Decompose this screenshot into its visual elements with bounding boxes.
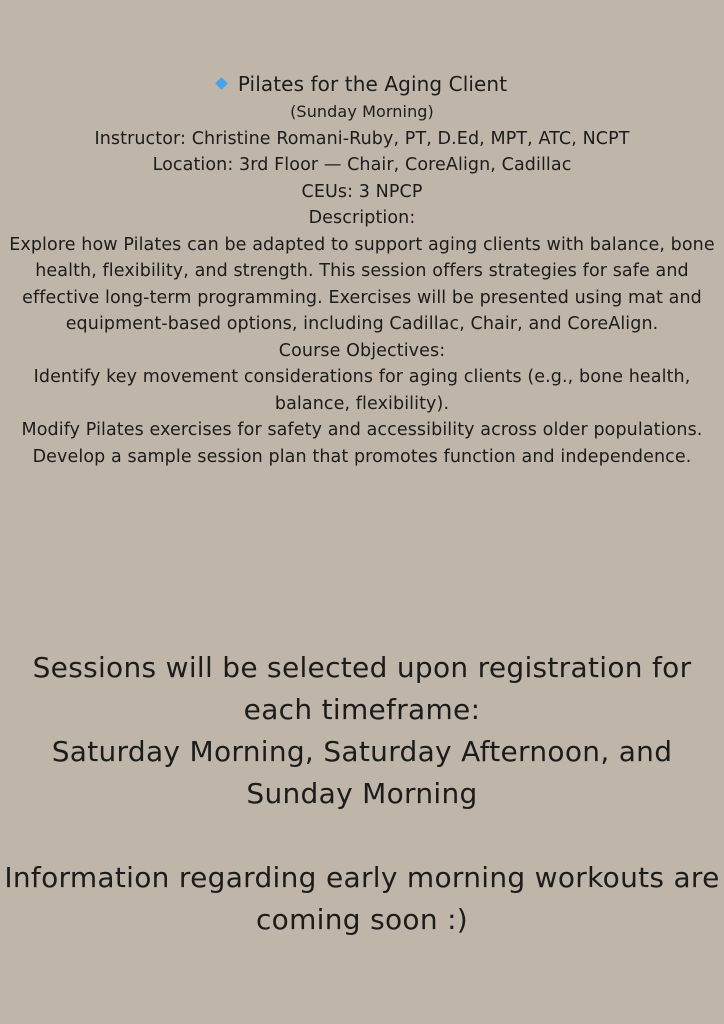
footer-spacer xyxy=(0,815,724,857)
workouts-note: Information regarding early morning workouts are coming soon :) xyxy=(4,861,720,936)
description-heading: Description: xyxy=(308,208,416,228)
diamond-bullet-icon xyxy=(215,77,228,90)
footer-notice xyxy=(0,647,724,941)
session-title-row xyxy=(0,70,724,99)
location-line: Location: 3rd Floor — Chair, CoreAlign, Cadillac xyxy=(152,155,572,175)
ceus-line: CEUs: 3 NPCP xyxy=(301,181,423,202)
instructor-line: Instructor: Christine Romani-Ruby, PT, D.Ed, MPT, ATC, NCPT xyxy=(94,128,630,149)
objectives-heading: Course Objectives: xyxy=(278,340,446,361)
objective-item: Modify Pilates exercises for safety and accessibility across older populations. xyxy=(21,420,703,440)
registration-note: Sessions will be selected upon registration for each timeframe: xyxy=(32,651,692,726)
session-block xyxy=(0,70,724,470)
session-subtitle: (Sunday Morning) xyxy=(290,102,434,121)
session-title: Pilates for the Aging Client xyxy=(237,72,508,96)
objective-item: Develop a sample session plan that promotes function and independence. xyxy=(32,446,692,467)
objective-item: Identify key movement considerations for aging clients (e.g., bone health, balance, flexibility). xyxy=(33,367,691,414)
description-text: Explore how Pilates can be adapted to support aging clients with balance, bone health, flexibility, and strength. This session offers strategies for safe and effective long-term programming. Exercises will be presented using mat and equipment-based options, including Cadillac, Chair, and CoreAlign. xyxy=(9,234,715,334)
timeframes-list: Saturday Morning, Saturday Afternoon, and Sunday Morning xyxy=(51,735,673,810)
